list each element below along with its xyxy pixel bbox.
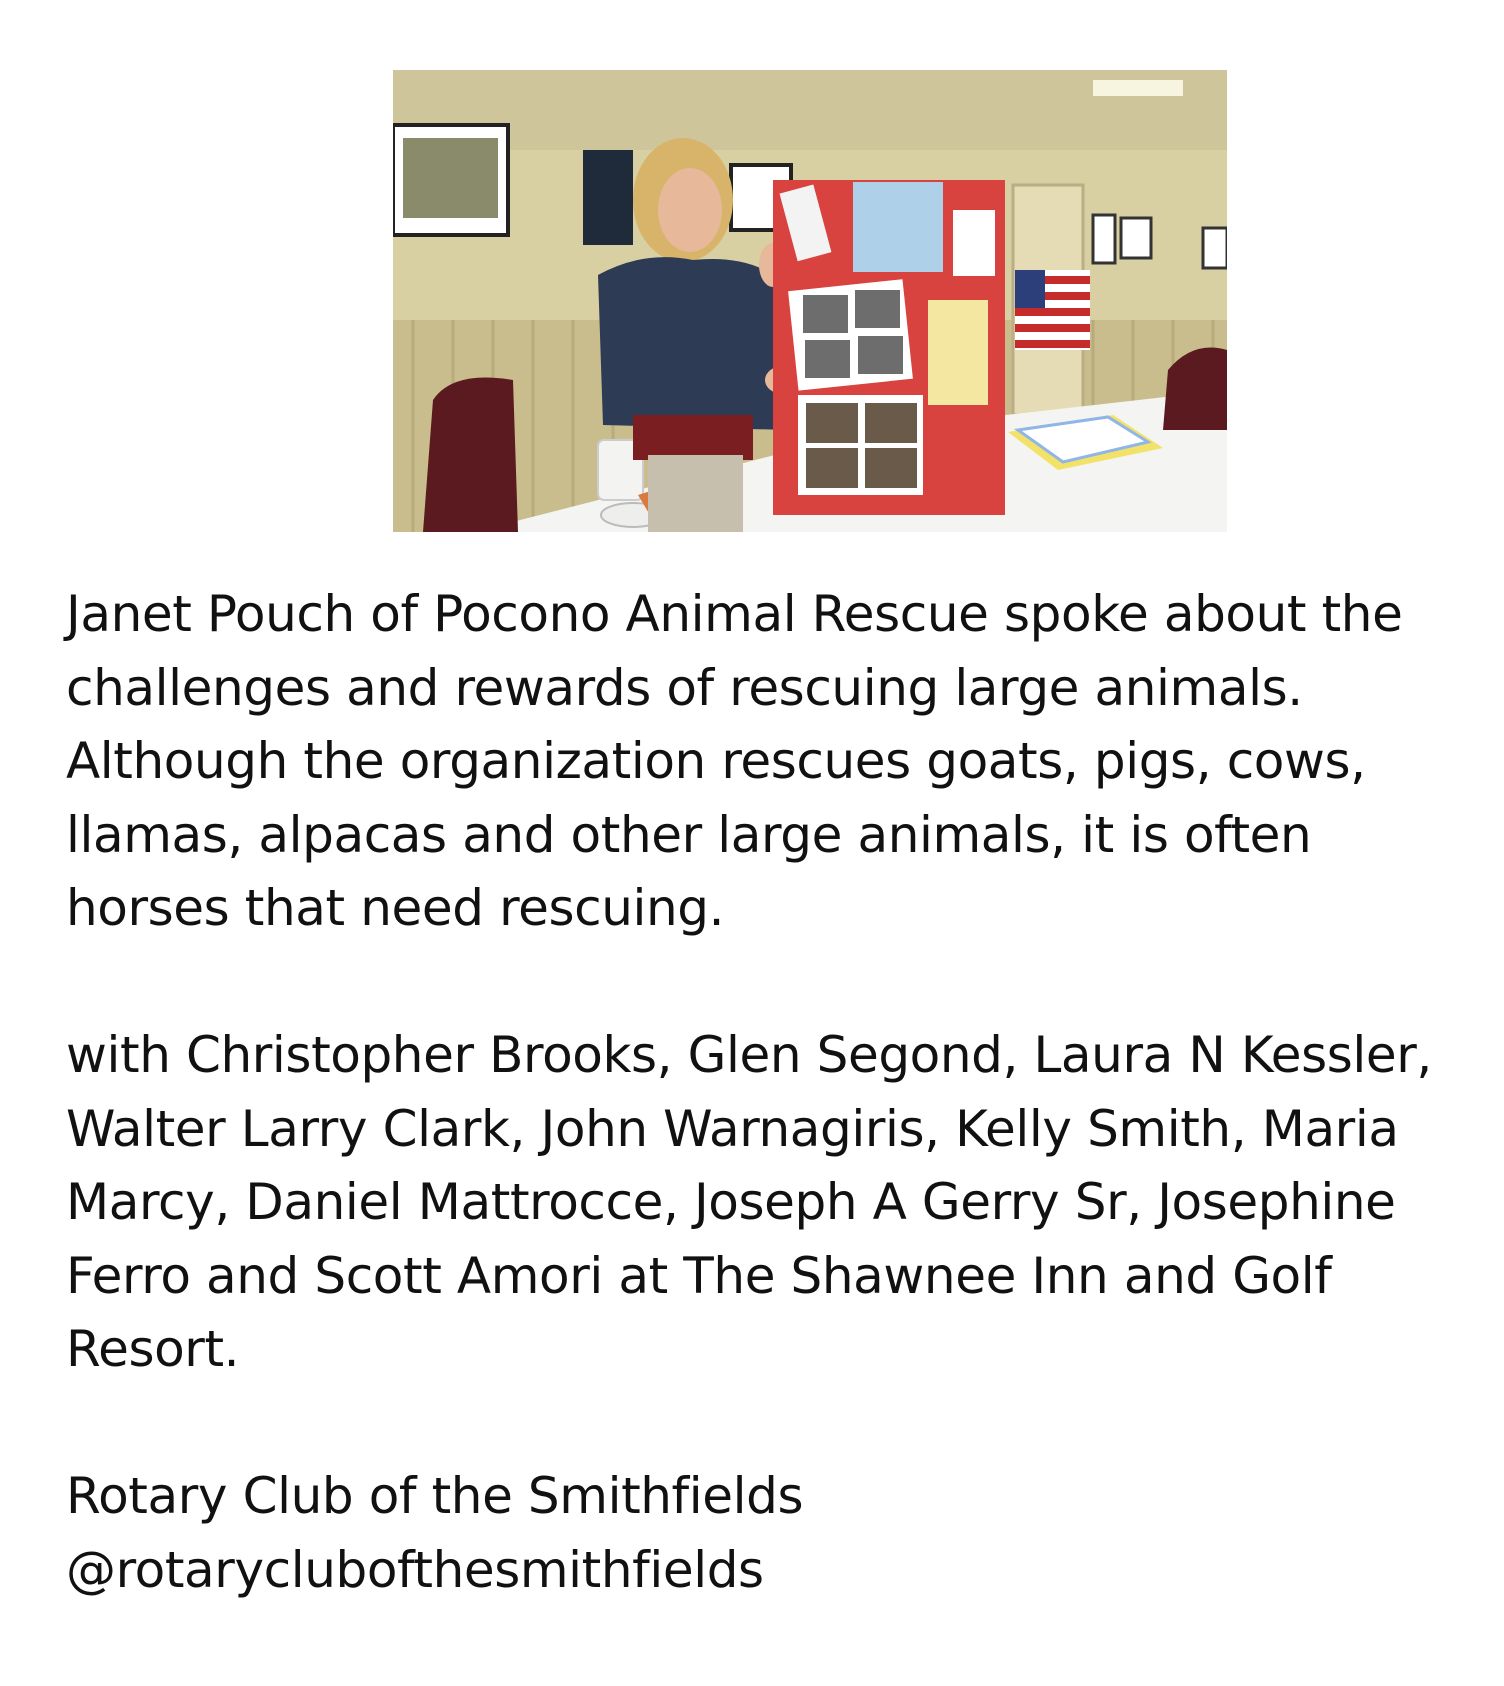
post-text	[66, 578, 1486, 1607]
photo-illustration	[393, 70, 1227, 532]
author-name: Rotary Club of the Smithfields	[66, 1467, 804, 1525]
post-paragraph-talk: Janet Pouch of Pocono Animal Rescue spoke about the challenges and rewards of rescuing large animals. Although the organization rescues goats, pigs, cows, llamas, alpacas and other large animals, it is often horses that need rescuing.	[66, 585, 1403, 937]
post-photo[interactable]	[393, 70, 1227, 532]
paragraph-gap	[66, 1387, 1486, 1461]
post-paragraph-tagged-people: with Christopher Brooks, Glen Segond, Laura N Kessler, Walter Larry Clark, John Warnagiris, Kelly Smith, Maria Marcy, Daniel Mattrocce, Joseph A Gerry Sr, Josephine Ferro and Scott Amori at The Shawnee Inn and Golf Resort.	[66, 1026, 1432, 1378]
paragraph-gap	[66, 946, 1486, 1020]
author-handle[interactable]: @rotaryclubofthesmithfields	[66, 1540, 764, 1599]
